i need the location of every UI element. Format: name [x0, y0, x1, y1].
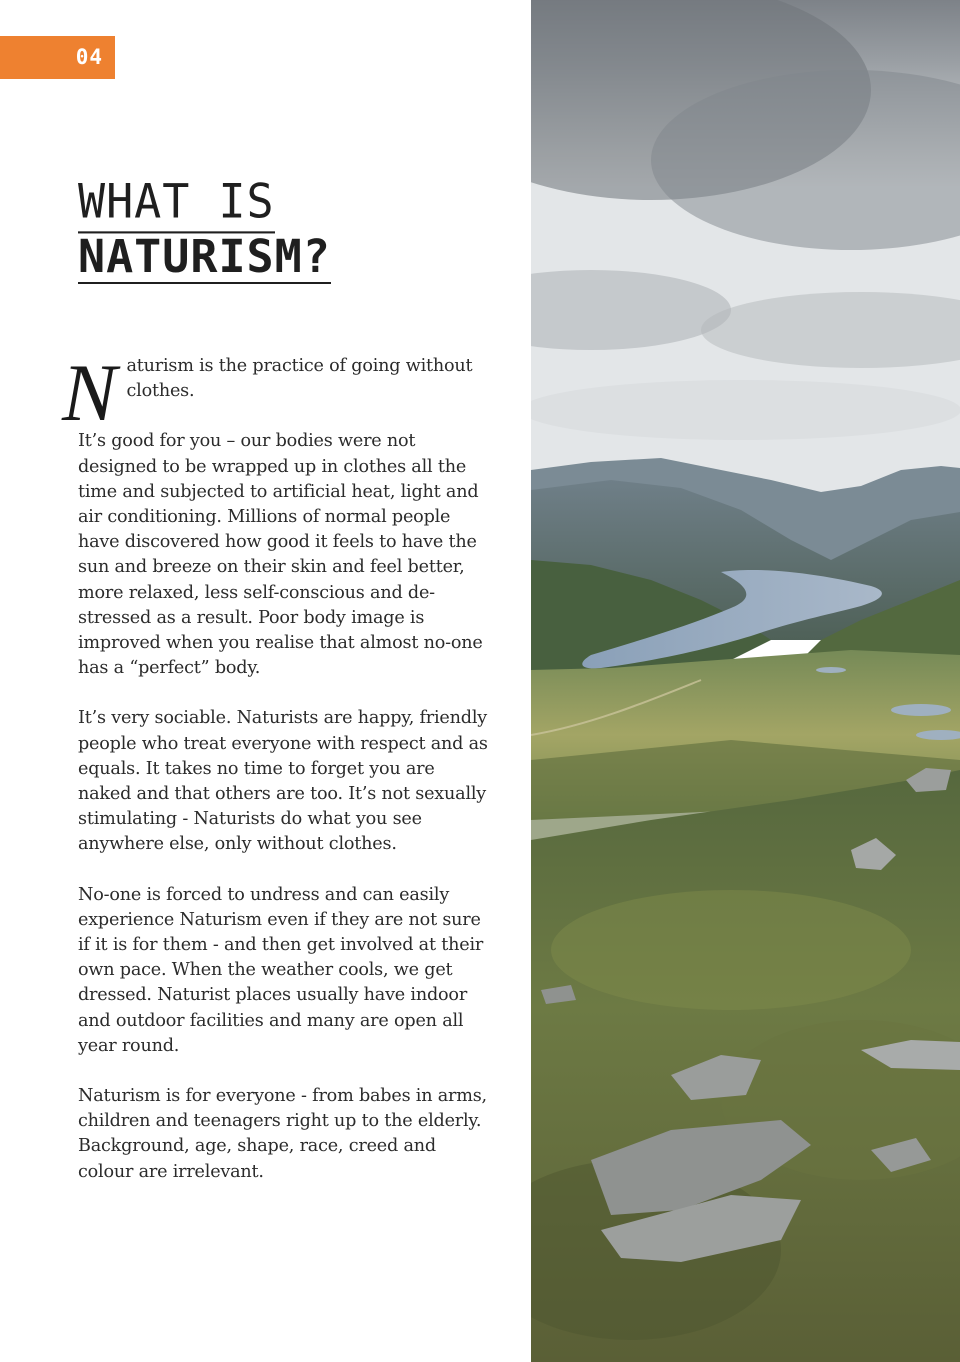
- title-line-1: WHAT IS: [78, 173, 275, 234]
- paragraph-no-one-forced: No-one is forced to undress and can easily experience Naturism even if they are not sure if it is for them - and then get involved at their own pace. When the weather cools, we get dressed. Naturist places usually have indoor and outdoor facilities and many are open all year round.: [78, 884, 484, 1056]
- page-title: [78, 174, 518, 284]
- intro-text: aturism is the practice of going without clothes.: [126, 356, 473, 402]
- landscape-photo: [531, 0, 960, 1362]
- intro-paragraph: [62, 336, 488, 438]
- drop-cap: N: [62, 347, 117, 438]
- page-number-tab: 04: [0, 36, 115, 79]
- paragraph-sociable: It’s very sociable. Naturists are happy, friendly people who treat everyone with respect and as equals. It takes no time to forget you are naked and that others are too. It’s not sexually stimulating - Naturists do what you see anywhere else, only without clothes.: [78, 708, 488, 855]
- paragraph-good-for-you: It’s good for you – our bodies were not designed to be wrapped up in clothes all the time and subjected to artificial heat, light and air conditioning. Millions of normal people have discovered how good it feels to have the sun and breeze on their skin and feel better, more relaxed, less self-conscious and de-stressed as a result. Poor body image is improved when you realise that almost no-one has a “perfect” body.: [78, 431, 483, 679]
- article-body: [62, 336, 488, 1210]
- paragraph-for-everyone: Naturism is for everyone - from babes in arms, children and teenagers right up to the elderly. Background, age, shape, race, creed and colour are irrelevant.: [78, 1086, 487, 1182]
- title-line-2: NATURISM?: [78, 230, 331, 283]
